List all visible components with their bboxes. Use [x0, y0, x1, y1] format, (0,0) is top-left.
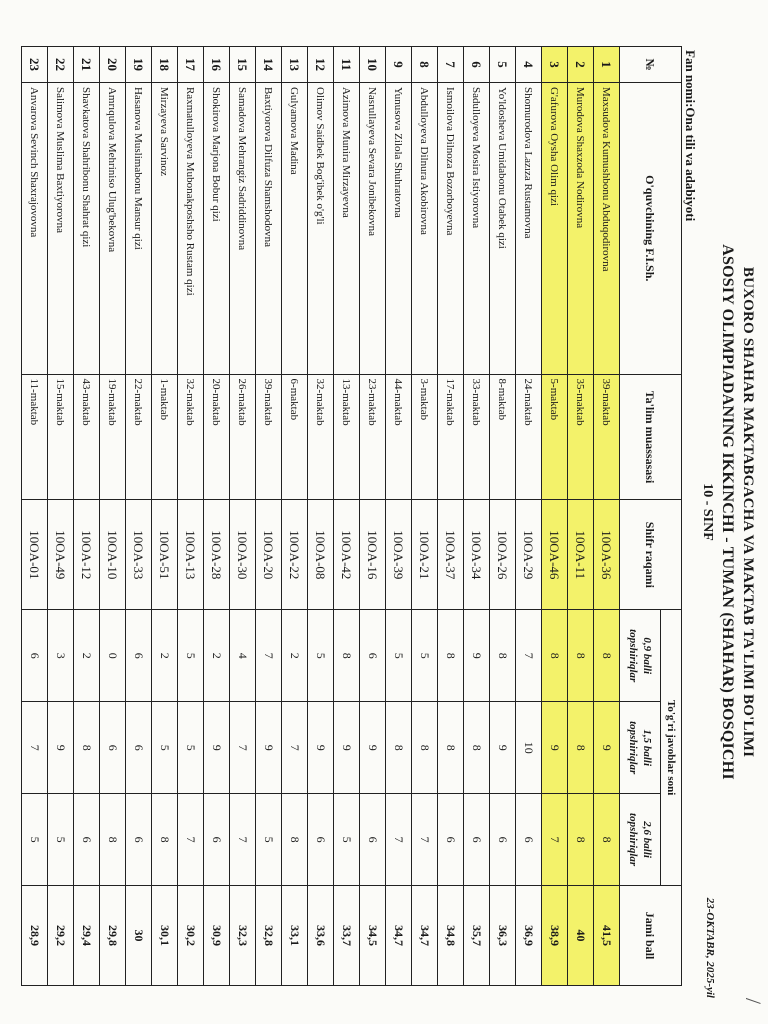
row-number: 8	[412, 47, 438, 83]
row-number: 21	[74, 47, 100, 83]
student-name: Azimova Munira Mirzayevna	[334, 82, 360, 374]
score-0-9: 8	[594, 610, 620, 702]
score-2-6: 5	[334, 794, 360, 886]
school-name: 11-maktab	[22, 374, 48, 500]
results-table	[21, 46, 682, 986]
score-1-5: 8	[74, 702, 100, 794]
table-row	[48, 47, 74, 986]
score-2-6: 6	[490, 794, 516, 886]
score-1-5: 9	[490, 702, 516, 794]
score-0-9: 8	[334, 610, 360, 702]
table-row	[386, 47, 412, 986]
student-name: Ismoilova Dilnoza Bozorboyevna	[438, 82, 464, 374]
score-2-6: 6	[360, 794, 386, 886]
score-0-9: 6	[360, 610, 386, 702]
row-number: 1	[594, 47, 620, 83]
score-0-9: 2	[74, 610, 100, 702]
score-2-6: 5	[48, 794, 74, 886]
score-1-5: 9	[204, 702, 230, 794]
table-header-row	[661, 47, 682, 986]
table-row	[490, 47, 516, 986]
cipher-code: 10OA-26	[490, 500, 516, 610]
score-1-5: 7	[282, 702, 308, 794]
cipher-code: 10OA-12	[74, 500, 100, 610]
student-name: Shavkatova Shahribonu Shahrat qizi	[74, 82, 100, 374]
table-row	[516, 47, 542, 986]
student-name: Gulyamova Madina	[282, 82, 308, 374]
total-score: 29,2	[48, 886, 74, 986]
score-2-6: 6	[516, 794, 542, 886]
score-0-9: 9	[464, 610, 490, 702]
cipher-code: 10OA-33	[126, 500, 152, 610]
subject-name: Fan nomi:Ona tili va adabiyoti	[683, 50, 698, 222]
total-score: 38,9	[542, 886, 568, 986]
table-row	[542, 47, 568, 986]
cipher-code: 10OA-11	[568, 500, 594, 610]
header-grade: 10 - SINF	[700, 483, 715, 541]
student-name: Abdulloyeva Dilnura Akobirovna	[412, 82, 438, 374]
score-2-6: 8	[100, 794, 126, 886]
school-name: 26-maktab	[230, 374, 256, 500]
score-1-5: 5	[152, 702, 178, 794]
table-row	[178, 47, 204, 986]
score-1-5: 9	[308, 702, 334, 794]
score-2-6: 6	[438, 794, 464, 886]
score-0-9: 5	[412, 610, 438, 702]
score-2-6: 6	[74, 794, 100, 886]
score-0-9: 5	[178, 610, 204, 702]
row-number: 17	[178, 47, 204, 83]
row-number: 20	[100, 47, 126, 83]
score-2-6: 5	[22, 794, 48, 886]
score-2-6: 7	[386, 794, 412, 886]
score-1-5: 9	[48, 702, 74, 794]
score-2-6: 7	[178, 794, 204, 886]
row-number: 4	[516, 47, 542, 83]
score-0-9: 4	[230, 610, 256, 702]
student-name: Samadova Mehrangiz Sadriddinovna	[230, 82, 256, 374]
score-0-9: 5	[386, 610, 412, 702]
total-score: 34,5	[360, 886, 386, 986]
school-name: 23-maktab	[360, 374, 386, 500]
school-name: 8-maktab	[490, 374, 516, 500]
score-1-5: 8	[438, 702, 464, 794]
cipher-code: 10OA-13	[178, 500, 204, 610]
total-score: 32,8	[256, 886, 282, 986]
row-number: 22	[48, 47, 74, 83]
student-name: Salimova Muslima Baxtiyorovna	[48, 82, 74, 374]
col-header-task-0-9: 0,9 balli topshiriqlar	[620, 610, 661, 702]
student-name: Yo'ldosheva Umidabonu Otabek qizi	[490, 82, 516, 374]
score-1-5: 6	[100, 702, 126, 794]
cipher-code: 10OA-16	[360, 500, 386, 610]
table-row	[282, 47, 308, 986]
table-row	[152, 47, 178, 986]
row-number: 9	[386, 47, 412, 83]
student-name: Mirzayeva Sarvinoz	[152, 82, 178, 374]
table-row	[126, 47, 152, 986]
row-number: 6	[464, 47, 490, 83]
table-row	[74, 47, 100, 986]
row-number: 7	[438, 47, 464, 83]
cipher-code: 10OA-39	[386, 500, 412, 610]
student-name: G'afurova Oysha Olim qizi	[542, 82, 568, 374]
score-0-9: 6	[22, 610, 48, 702]
score-1-5: 8	[464, 702, 490, 794]
table-row	[464, 47, 490, 986]
table-row	[256, 47, 282, 986]
student-name: Nasrullayeva Sevara Jonibekovna	[360, 82, 386, 374]
total-score: 28,9	[22, 886, 48, 986]
score-0-9: 7	[256, 610, 282, 702]
score-1-5: 5	[178, 702, 204, 794]
total-score: 36,3	[490, 886, 516, 986]
row-number: 15	[230, 47, 256, 83]
total-score: 29,4	[74, 886, 100, 986]
row-number: 13	[282, 47, 308, 83]
table-row	[360, 47, 386, 986]
score-1-5: 8	[386, 702, 412, 794]
student-name: Olimov Saidbek Bog'ibek o'g'li	[308, 82, 334, 374]
score-0-9: 2	[204, 610, 230, 702]
score-2-6: 6	[204, 794, 230, 886]
score-0-9: 6	[126, 610, 152, 702]
total-score: 30,1	[152, 886, 178, 986]
score-2-6: 8	[568, 794, 594, 886]
col-header-school: Ta'lim muassasasi	[620, 374, 682, 500]
row-number: 10	[360, 47, 386, 83]
student-name: Shokirova Marjona Bobur qizi	[204, 82, 230, 374]
results-table-body	[22, 47, 620, 986]
school-name: 35-maktab	[568, 374, 594, 500]
score-1-5: 9	[360, 702, 386, 794]
score-1-5: 8	[568, 702, 594, 794]
cipher-code: 10OA-20	[256, 500, 282, 610]
school-name: 44-maktab	[386, 374, 412, 500]
student-name: Raxmatulloyeva Mubonakposhsho Rustam qizi	[178, 82, 204, 374]
total-score: 34,8	[438, 886, 464, 986]
total-score: 32,3	[230, 886, 256, 986]
corner-mark: /	[741, 997, 766, 1004]
score-1-5: 6	[126, 702, 152, 794]
table-row	[594, 47, 620, 986]
cipher-code: 10OA-42	[334, 500, 360, 610]
cipher-code: 10OA-37	[438, 500, 464, 610]
row-number: 18	[152, 47, 178, 83]
score-2-6: 6	[126, 794, 152, 886]
score-0-9: 8	[438, 610, 464, 702]
score-1-5: 10	[516, 702, 542, 794]
student-name: Shomurodova Lazıza Rustamovna	[516, 82, 542, 374]
row-number: 23	[22, 47, 48, 83]
row-number: 3	[542, 47, 568, 83]
cipher-code: 10OA-01	[22, 500, 48, 610]
score-2-6: 7	[412, 794, 438, 886]
student-name: Sadulloyeva Mosira Istiyorovna	[464, 82, 490, 374]
score-0-9: 5	[308, 610, 334, 702]
score-2-6: 8	[594, 794, 620, 886]
cipher-code: 10OA-34	[464, 500, 490, 610]
col-header-code: Shifr raqami	[620, 500, 682, 610]
total-score: 33,7	[334, 886, 360, 986]
school-name: 15-maktab	[48, 374, 74, 500]
score-0-9: 8	[490, 610, 516, 702]
col-header-number: №	[620, 47, 682, 83]
school-name: 24-maktab	[516, 374, 542, 500]
table-row	[230, 47, 256, 986]
cipher-code: 10OA-28	[204, 500, 230, 610]
total-score: 30,2	[178, 886, 204, 986]
school-name: 22-maktab	[126, 374, 152, 500]
student-name: Amrıqulova Mehriniso Ulug'bekovna	[100, 82, 126, 374]
cipher-code: 10OA-21	[412, 500, 438, 610]
school-name: 33-maktab	[464, 374, 490, 500]
student-name: Maxsudova Kumushbonu Abduqodirovna	[594, 82, 620, 374]
school-name: 39-maktab	[594, 374, 620, 500]
school-name: 39-maktab	[256, 374, 282, 500]
cipher-code: 10OA-49	[48, 500, 74, 610]
score-1-5: 9	[256, 702, 282, 794]
score-2-6: 5	[256, 794, 282, 886]
table-row	[412, 47, 438, 986]
student-name: Murodova Shaxzoda Nodirovna	[568, 82, 594, 374]
school-name: 17-maktab	[438, 374, 464, 500]
table-row	[22, 47, 48, 986]
cipher-code: 10OA-10	[100, 500, 126, 610]
school-name: 32-maktab	[178, 374, 204, 500]
col-header-name: O'quvchining F.I.Sh.	[620, 82, 682, 374]
score-1-5: 9	[542, 702, 568, 794]
score-1-5: 9	[594, 702, 620, 794]
col-header-total: Jami ball	[620, 886, 682, 986]
score-2-6: 7	[542, 794, 568, 886]
total-score: 40	[568, 886, 594, 986]
col-header-correct-answers: To'g'ri javoblar soni	[661, 610, 682, 886]
score-1-5: 7	[230, 702, 256, 794]
header-department: BUXORO SHAHAR MAKTABGACHA VA MAKTAB TA'LIMI BO'LIMI	[740, 266, 756, 758]
school-name: 5-maktab	[542, 374, 568, 500]
total-score: 33,1	[282, 886, 308, 986]
row-number: 5	[490, 47, 516, 83]
school-name: 1-maktab	[152, 374, 178, 500]
total-score: 36,9	[516, 886, 542, 986]
score-1-5: 7	[22, 702, 48, 794]
score-2-6: 6	[464, 794, 490, 886]
total-score: 30,9	[204, 886, 230, 986]
row-number: 2	[568, 47, 594, 83]
score-2-6: 8	[282, 794, 308, 886]
cipher-code: 10OA-36	[594, 500, 620, 610]
cipher-code: 10OA-46	[542, 500, 568, 610]
row-number: 16	[204, 47, 230, 83]
score-1-5: 9	[334, 702, 360, 794]
total-score: 34,7	[386, 886, 412, 986]
table-row	[100, 47, 126, 986]
student-name: Anvarova Sevinch Shaxrajovovna	[22, 82, 48, 374]
score-1-5: 8	[412, 702, 438, 794]
cipher-code: 10OA-29	[516, 500, 542, 610]
header-olympiad-title: ASOSIY OLIMPIADANING IKKINCHI - TUMAN (SHAHAR) BOSQICHI	[719, 244, 736, 780]
row-number: 11	[334, 47, 360, 83]
header-date: 23-OKTABR, 2025-yil	[704, 897, 716, 998]
table-row	[334, 47, 360, 986]
score-0-9: 7	[516, 610, 542, 702]
total-score: 33,6	[308, 886, 334, 986]
school-name: 6-maktab	[282, 374, 308, 500]
col-header-task-2-6: 2,6 balli topshiriqlar	[620, 794, 661, 886]
score-0-9: 0	[100, 610, 126, 702]
score-0-9: 8	[568, 610, 594, 702]
table-row	[204, 47, 230, 986]
cipher-code: 10OA-30	[230, 500, 256, 610]
school-name: 32-maktab	[308, 374, 334, 500]
total-score: 35,7	[464, 886, 490, 986]
cipher-code: 10OA-51	[152, 500, 178, 610]
col-header-task-1-5: 1,5 balli topshiriqlar	[620, 702, 661, 794]
student-name: Hasanova Muslimabonu Mansur qizi	[126, 82, 152, 374]
total-score: 30	[126, 886, 152, 986]
score-2-6: 7	[230, 794, 256, 886]
student-name: Yunusova Zilola Shuhratovna	[386, 82, 412, 374]
score-0-9: 3	[48, 610, 74, 702]
row-number: 12	[308, 47, 334, 83]
cipher-code: 10OA-08	[308, 500, 334, 610]
score-0-9: 2	[282, 610, 308, 702]
school-name: 20-maktab	[204, 374, 230, 500]
score-2-6: 6	[308, 794, 334, 886]
school-name: 43-maktab	[74, 374, 100, 500]
score-0-9: 8	[542, 610, 568, 702]
school-name: 13-maktab	[334, 374, 360, 500]
score-0-9: 2	[152, 610, 178, 702]
table-row	[568, 47, 594, 986]
total-score: 29,8	[100, 886, 126, 986]
student-name: Baxtiyorova Dilfuza Shamshodovna	[256, 82, 282, 374]
row-number: 14	[256, 47, 282, 83]
total-score: 34,7	[412, 886, 438, 986]
total-score: 41,5	[594, 886, 620, 986]
table-row	[438, 47, 464, 986]
row-number: 19	[126, 47, 152, 83]
table-row	[308, 47, 334, 986]
school-name: 3-maktab	[412, 374, 438, 500]
cipher-code: 10OA-22	[282, 500, 308, 610]
score-2-6: 8	[152, 794, 178, 886]
school-name: 19-maktab	[100, 374, 126, 500]
